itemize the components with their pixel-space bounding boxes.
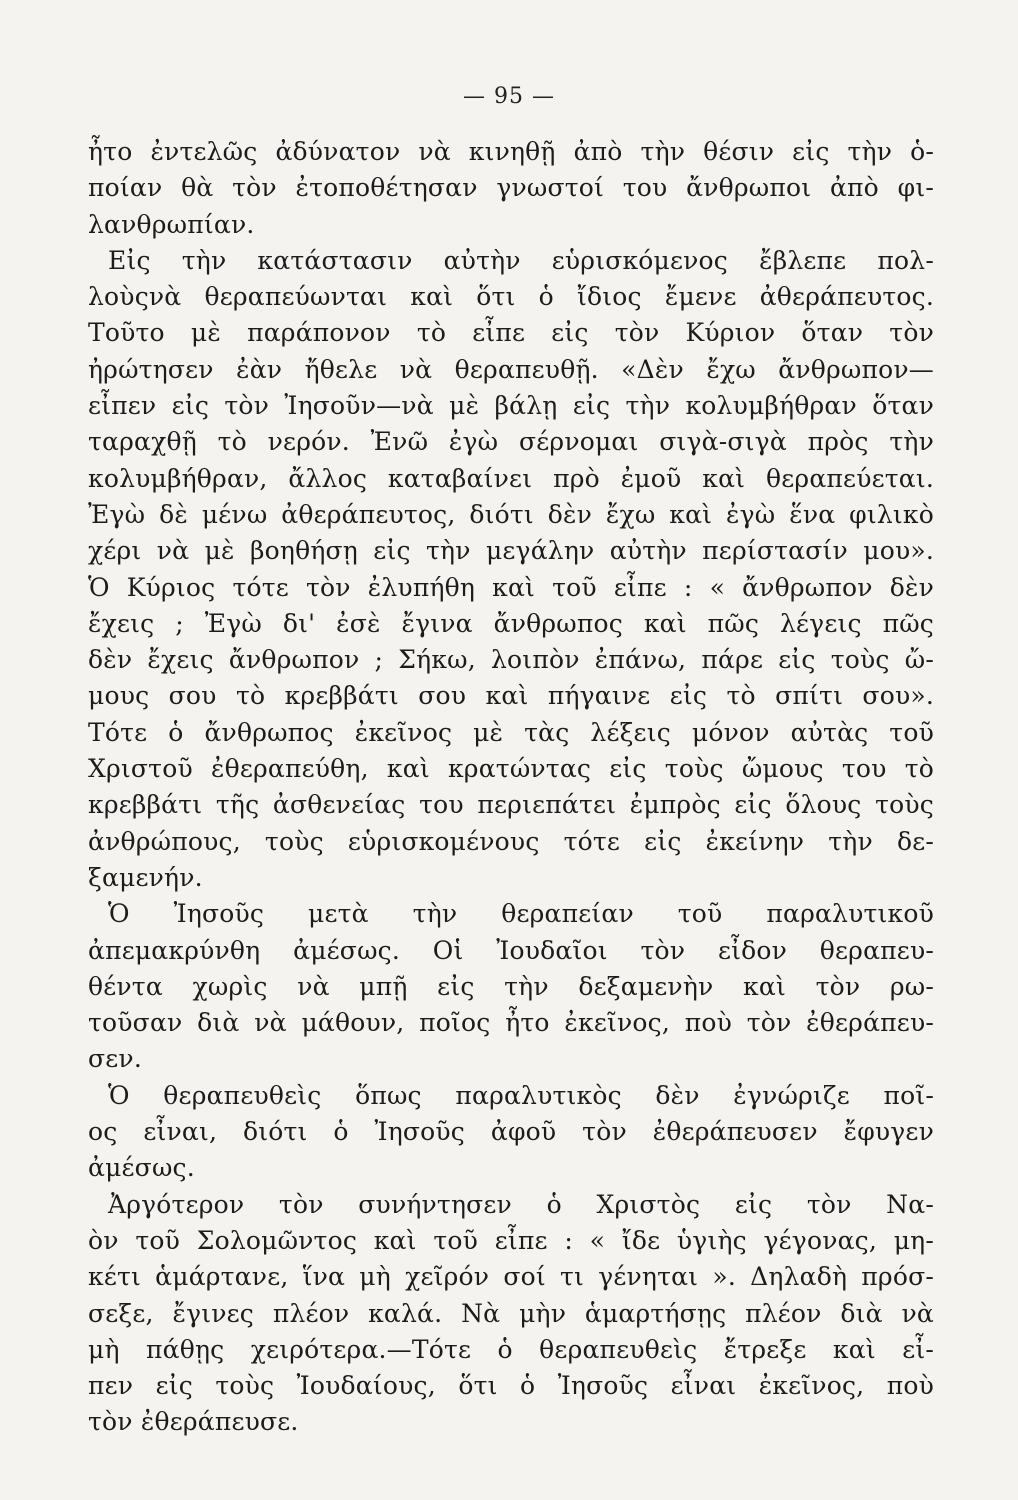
text-line: ταραχθῇ τὸ νερόν. Ἐνῶ ἐγὼ σέρνομαι σιγὰ-σιγὰ πρὸς τὴν <box>88 427 934 457</box>
text-line: δὲν ἔχεις ἄνθρωπον ; Σήκω, λοιπὸν ἐπάνω, πάρε εἰς τοὺς ὤ- <box>88 645 934 675</box>
text-line: Ἐγὼ δὲ μένω ἀθεράπευτος, διότι δὲν ἔχω καὶ ἐγὼ ἕνα φιλικὸ <box>88 499 934 529</box>
text-line: ὸν τοῦ Σολομῶντος καὶ τοῦ εἶπε : « ἴδε ὑγιὴς γέγονας, μη- <box>88 1225 934 1255</box>
text-line: ποίαν θὰ τὸν ἐτοποθέτησαν γνωστοί του ἄνθρωποι ἀπὸ φι- <box>88 173 934 203</box>
text-line: ος εἶναι, διότι ὁ Ἰησοῦς ἀφοῦ τὸν ἐθεράπευσεν ἔφυγεν <box>88 1117 934 1147</box>
text-line: εἶπεν εἰς τὸν Ἰησοῦν—νὰ μὲ βάλῃ εἰς τὴν κολυμβήθραν ὅταν <box>88 391 934 421</box>
text-line: πεν εἰς τοὺς Ἰουδαίους, ὅτι ὁ Ἰησοῦς εἶναι ἐκεῖνος, ποὺ <box>88 1371 934 1401</box>
text-line: σεξε, ἔγινες πλέον καλά. Νὰ μὴν ἁμαρτήσῃς πλέον διὰ νὰ <box>88 1298 934 1328</box>
text-line: χέρι νὰ μὲ βοηθήσῃ εἰς τὴν μεγάλην αὐτὴν περίστασίν μου». <box>88 536 934 566</box>
text-line: Χριστοῦ ἐθεραπεύθη, καὶ κρατώντας εἰς τοὺς ὤμους του τὸ <box>88 754 934 784</box>
text-line: ἠρώτησεν ἐὰν ἤθελε νὰ θεραπευθῇ. «Δὲν ἔχω ἄνθρωπον— <box>88 354 934 384</box>
text-line: ἔχεις ; Ἐγὼ δι' ἐσὲ ἔγινα ἄνθρωπος καὶ πῶς λέγεις πῶς <box>88 608 934 638</box>
text-line: Ὁ Κύριος τότε τὸν ἐλυπήθη καὶ τοῦ εἶπε : « ἄνθρωπον δὲν <box>88 572 934 602</box>
text-line: ξαμενήν. <box>88 862 203 892</box>
text-line: Ὁ θεραπευθεὶς ὅπως παραλυτικὸς δὲν ἐγνώριζε ποῖ- <box>108 1080 934 1110</box>
text-line: κέτι ἁμάρτανε, ἵνα μὴ χεῖρόν σοί τι γένηται ». Δηλαδὴ πρόσ- <box>88 1262 934 1292</box>
text-line: Ὁ Ἰησοῦς μετὰ τὴν θεραπείαν τοῦ παραλυτικοῦ <box>108 899 934 929</box>
text-line: ἀμέσως. <box>88 1153 195 1183</box>
text-line: Τοῦτο μὲ παράπονον τὸ εἶπε εἰς τὸν Κύριον ὅταν τὸν <box>88 318 934 348</box>
text-line: τὸν ἐθεράπευσε. <box>88 1407 299 1437</box>
text-line: μὴ πάθῃς χειρότερα.—Τότε ὁ θεραπευθεὶς ἔτρεξε καὶ εἶ- <box>88 1334 934 1364</box>
text-line: λανθρωπίαν. <box>88 209 255 239</box>
body-text <box>88 134 934 1441</box>
page-number: — 95 — <box>463 84 555 109</box>
text-line: κολυμβήθραν, ἄλλος καταβαίνει πρὸ ἐμοῦ καὶ θεραπεύεται. <box>88 463 934 493</box>
text-line: ἀπεμακρύνθη ἀμέσως. Οἱ Ἰουδαῖοι τὸν εἶδον θεραπευ- <box>88 935 934 965</box>
text-line: ἦτο ἐντελῶς ἀδύνατον νὰ κινηθῇ ἀπὸ τὴν θέσιν εἰς τὴν ὁ- <box>88 137 934 166</box>
text-line: Ἀργότερον τὸν συνήντησεν ὁ Χριστὸς εἰς τὸν Να- <box>108 1189 934 1219</box>
text-line: σεν. <box>88 1044 142 1074</box>
text-line: Εἰς τὴν κατάστασιν αὐτὴν εὑρισκόμενος ἔβλεπε πολ- <box>108 245 934 275</box>
text-line: ἀνθρώπους, τοὺς εὑρισκομένους τότε εἰς ἐκείνην τὴν δε- <box>88 826 934 856</box>
text-line: μους σου τὸ κρεββάτι σου καὶ πήγαινε εἰς τὸ σπίτι σου». <box>88 681 934 711</box>
text-line: λοὺςνὰ θεραπεύωνται καὶ ὅτι ὁ ἴδιος ἔμενε ἀθεράπευτος. <box>88 282 934 312</box>
text-line: Τότε ὁ ἄνθρωπος ἐκεῖνος μὲ τὰς λέξεις μόνον αὐτὰς τοῦ <box>88 717 934 747</box>
text-line: τοῦσαν διὰ νὰ μάθουν, ποῖος ἦτο ἐκεῖνος, ποὺ τὸν ἐθεράπευ- <box>88 1008 934 1038</box>
text-line: θέντα χωρὶς νὰ μπῇ εἰς τὴν δεξαμενὴν καὶ τὸν ρω- <box>88 971 934 1001</box>
text-line: κρεββάτι τῆς ἀσθενείας του περιεπάτει ἐμπρὸς εἰς ὅλους τοὺς <box>88 790 934 820</box>
